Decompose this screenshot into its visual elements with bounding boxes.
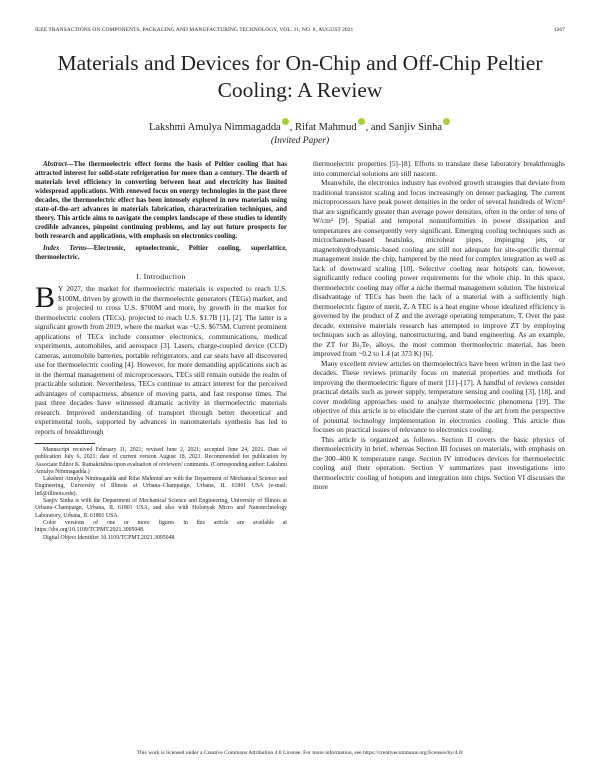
left-column (35, 160, 287, 542)
orcid-icon[interactable] (358, 118, 365, 125)
author-3[interactable]: Sanjiv Sinha (388, 122, 443, 133)
right-column (313, 160, 565, 493)
index-terms-text: —Electronic, optoelectronic, Peltier cooling, superlattice, thermoelectric. (35, 245, 288, 261)
author-2[interactable]: Rifat Mahmud (295, 122, 357, 133)
author-separator: , and (365, 122, 389, 133)
footnote-doi: Digital Object Identifier 10.1109/TCPMT.2021.3095048 (43, 534, 175, 541)
author-list (40, 118, 560, 135)
right-column-body (313, 160, 565, 493)
drop-cap: B (35, 281, 56, 314)
orcid-icon[interactable] (282, 118, 289, 125)
index-terms (35, 244, 287, 262)
footnote-color-versions[interactable]: Color versions of one or more figures in this article are available at https://doi.org/10.1109/TCPMT.2021.3095048. (35, 519, 287, 534)
paragraph-electronics: Meanwhile, the electronics industry has evolved growth strategies that deviate from traditional transistor scaling and focus increasingly on denser packaging. The current microprocessors have peak power densities in the order of several hundreds of W/cm² that are significantly greater than average power densities, often in the order of tens of W/cm² [9]. Spatial and temporal nonuniformities in power dissipation and temperatures are consequently very significant. Emerging cooling techniques such as microchannels-based heatsinks, microheat pipes, impinging jets, or magnetohydrodynamic-based cooling are still not adequate for site-specific thermal management inside the chip, hampered by the need for complex integration as well as lack of downward scaling [10]. Selective cooling near hotspots can, however, significantly reduce cooling power requirements for the whole chip. In this space, thermoelectric cooling may offer a niche thermal management solution. The historical disadvantage of TECs has been the lack of a material with a sufficiently high thermoelectric figure of merit, Z. A TEC is a heat engine whose idealized efficiency is governed by the product of Z and the average operating temperature, T. Over the past decade, extensive materials research has attempted to improve ZT by employing techniques such as alloying, nanostructuring, and band engineering. As an example, the ZT for Bi₂Te₃ alloys, the most common thermoelectric material, has been improved from ~0.2 to 1.4 (at 373 K) [6]. (313, 179, 565, 358)
index-terms-label: Index Terms (43, 245, 87, 252)
journal-name: IEEE TRANSACTIONS ON COMPONENTS, PACKAGING AND MANUFACTURING TECHNOLOGY, VOL. 11, NO. 8, AUGUST 2021 (35, 27, 354, 33)
abstract (35, 160, 287, 241)
footnote-affiliation-1: Lakshmi Amulya Nimmagadda and Rifat Mahmud are with the Department of Mechanical Science and Engineering, University of Illinois at Urbana–Champaign, Urbana, IL 61801 USA (e-mail: ln6@illinois.edu). (35, 476, 287, 497)
page-number: 1267 (553, 27, 565, 33)
section-heading-introduction: I. Introduction (136, 272, 186, 281)
footnote-divider (35, 443, 95, 444)
abstract-text: —The thermoelectric effect forms the basis of Peltier cooling that has attracted interest for solid-state refrigeration for more than a century. The dearth of materials level efficiency in converting between heat and electricity has limited widespread applications. With renewed focus on energy technologies in the past three decades, the thermoelectric effect has been intensely explored in new materials using state-of-the-art advances in materials fabrication, characterization techniques, and theory. This article aims to navigate the complex landscape of these studies to identify credible advances, pinpoint continuing problems, and lay out future prospects for both research and applications, with emphasis on electronics cooling. (35, 161, 287, 240)
footnotes (35, 447, 287, 542)
abstract-label: Abstract (43, 161, 67, 168)
paragraph-reviews: Many excellent review articles on thermoelectrics have been written in the last two decades. These reviews primarily focus on material properties and methods for improving the thermoelectric figure of merit [11]–[17]. A handful of reviews consider practical details such as power supply, temperature sensing and cooling [3], [18], and cover modeling approaches used to analyze thermoelectric phenomena [19]. The objective of this article is to elucidate the current state of the art from the perspective of potential technology implementation in electronics cooling. This article thus focuses on practical issues of relevance to electronics cooling. (313, 359, 565, 434)
continued-paragraph: thermoelectric properties [5]–[8]. Efforts to translate these laboratory breakthroughs into commercial solutions are still nascent. (313, 160, 565, 178)
introduction-paragraph (35, 281, 287, 437)
introduction-body (35, 281, 287, 437)
introduction-text: Y 2027, the market for thermoelectric materials is expected to reach U.S. $100M, driven by growth in the thermoelectric generators (TEGs) market, and is projected to cross U.S. $700M and more, by growth in the market for thermoelectric coolers (TECs), projected to reach U.S. $1.7B [1], [2]. The latter is a significant growth from 2019, where the market was ~U.S. $675M. Current prominent applications of TECs include consumer electronics, communications, medical experiments, automobiles, and aerospace [3]. Lasers, charge-coupled device (CCD) cameras, automobile batteries, portable refrigerators, and car seats have all discovered use for thermoelectric cooling [4]. However, for more demanding applications such as in the thermal management of microprocessors, TECs still remain outside the realm of practicable solution. Nevertheless, TECs continue to attract interest for the perceived advantages of compactness, absence of moving parts, and fast response times. The past three decades have witnessed dramatic activity in thermoelectric materials research. Improved understanding of transport through better theoretical and experimental tools, supported by advances in nanomaterials synthesis has led to reports of breakthrough (35, 285, 287, 436)
footnote-manuscript: Manuscript received February 11, 2021; revised June 2, 2021; accepted June 24, 2021. Date of publication July 6, 2021; date of current version August 18, 2021. Recommended for publication by Associate Editor K. Ramakrishna upon evaluation of reviewers' comments. (Corresponding author: Lakshmi Amulya Nimmagadda.) (35, 447, 287, 475)
license-footer: This work is licensed under a Creative Commons Attribution 4.0 License. For more information, see https://creativecommons.org/licenses/by/4.0/ (136, 750, 464, 756)
paragraph-organization: This article is organized as follows. Section II covers the basic physics of thermoelectricity in brief, whereas Section III focuses on materials, with emphasis on the 300–400 K temperature range. Section IV introduces devices for thermoelectric cooling and their operation. Section V summarizes past investigations into thermoelectric cooling of hotspots and integration into chips. Section VI discusses the more (313, 435, 565, 491)
invited-paper-note: (Invited Paper) (270, 136, 330, 146)
paper-title: Materials and Devices for On-Chip and Off-Chip Peltier Cooling: A Review (57, 51, 543, 102)
author-1[interactable]: Lakshmi Amulya Nimmagadda (148, 122, 281, 133)
orcid-icon[interactable] (443, 118, 450, 125)
running-header (35, 27, 565, 37)
author-separator: , (289, 122, 296, 133)
footnote-affiliation-2: Sanjiv Sinha is with the Department of Mechanical Science and Engineering, University of Illinois at Urbana–Champaign, Urbana, IL 61801 USA, and also with Holonyak Micro and Nanotechnology Laboratory, Urbana, IL 61801 USA. (35, 498, 287, 519)
